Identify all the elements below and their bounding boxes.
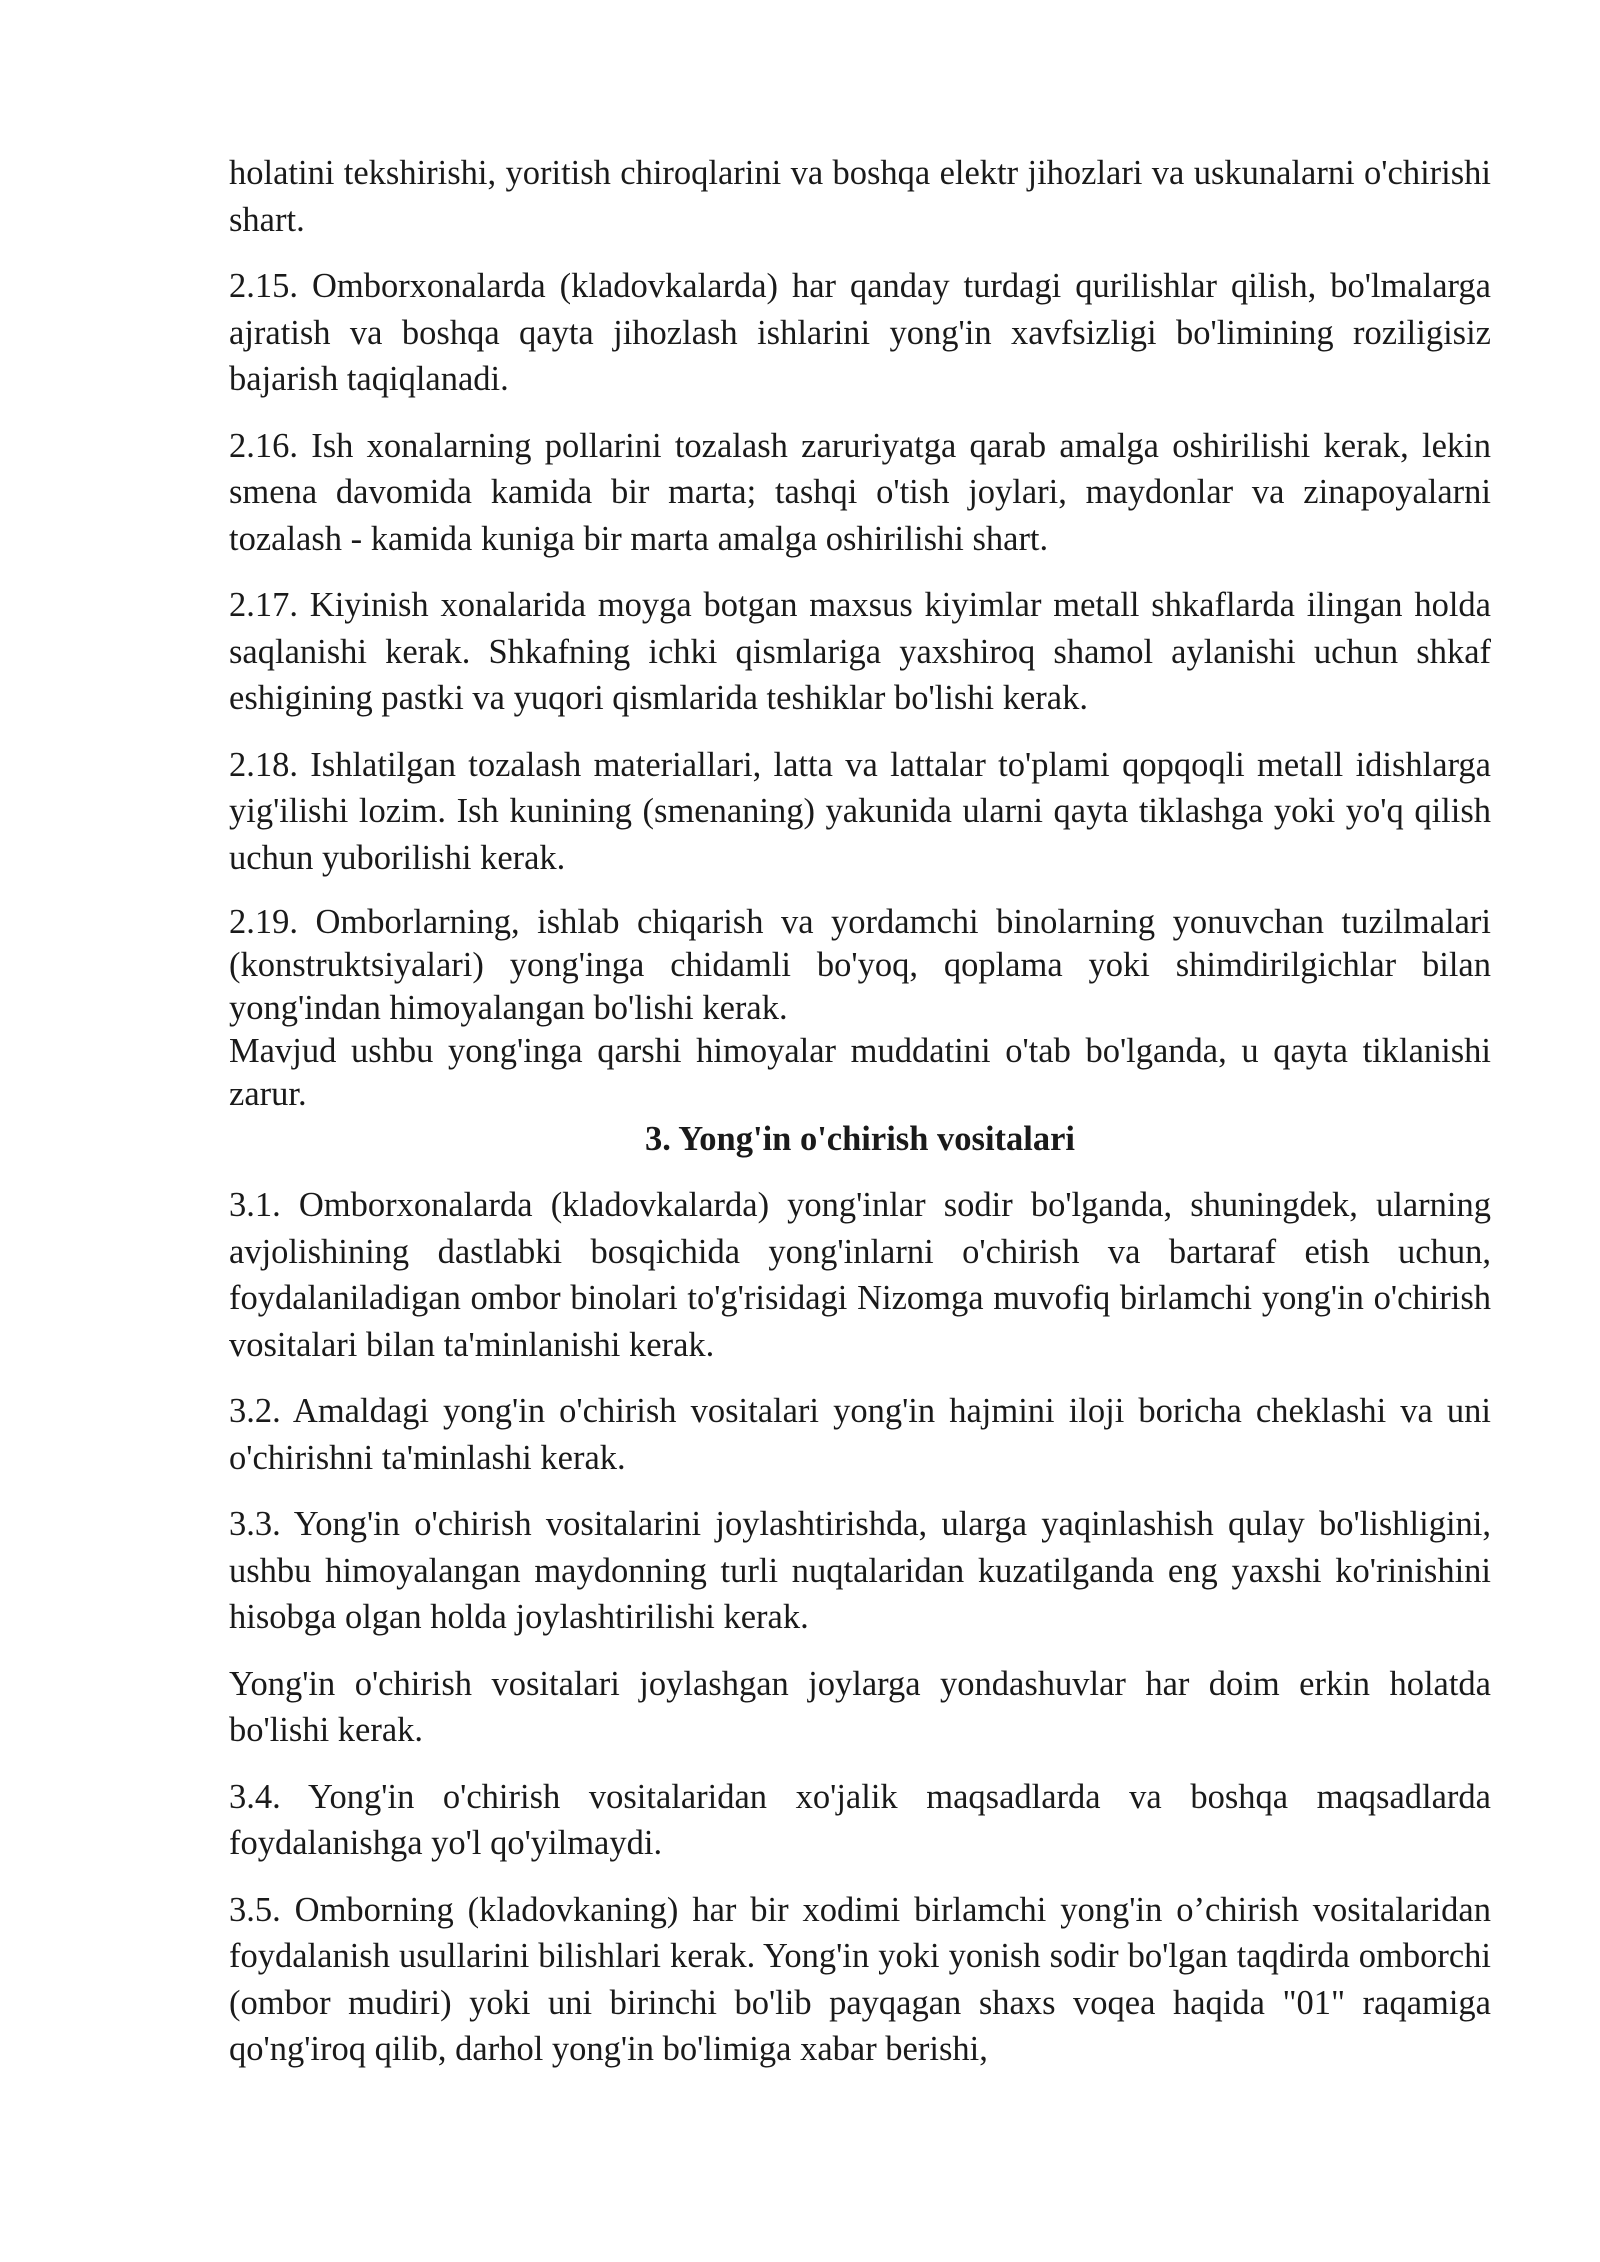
paragraph-2-18: 2.18. Ishlatilgan tozalash materiallari, latta va lattalar to'plami qopqoqli metall idishlarga yig'ilishi lozim. Ish kunining (smenaning) yakunida ularni qayta tiklashga yoki yo'q qilish uchun yuborilishi kerak. <box>229 745 1491 877</box>
paragraph-2-15: 2.15. Omborxonalarda (kladovkalarda) har qanday turdagi qurilishlar qilish, bo'lmalarga ajratish va boshqa qayta jihozlash ishlarini yong'in xavfsizligi bo'limining roziligisiz bajarish taqiqlanadi. <box>229 267 1491 398</box>
paragraph-3-5: 3.5. Omborning (kladovkaning) har bir xodimi birlamchi yong'in o’chirish vositalaridan foydalanish usullarini bilishlari kerak. Yong'in yoki yonish sodir bo'lgan taqdirda omborchi (ombor mudiri) yoki uni birinchi bo'lib payqagan shaxs voqea haqida "01" raqamiga qo'ng'iroq qilib, darhol yong'in bo'limiga xabar berishi, <box>229 1890 1491 2068</box>
paragraph-2-16: 2.16. Ish xonalarning pollarini tozalash zaruriyatga qarab amalga oshirilishi kerak, lekin smena davomida kamida bir marta; tashqi o'tish joylari, maydonlar va zinapoyalarni tozalash - kamida kuniga bir marta amalga oshirilishi shart. <box>229 426 1491 558</box>
paragraph-3-2: 3.2. Amaldagi yong'in o'chirish vositalari yong'in hajmini iloji boricha cheklashi va uni o'chirishni ta'minlashi kerak. <box>229 1392 1491 1477</box>
document-page <box>229 150 1491 2073</box>
paragraph-2-19: 2.19. Omborlarning, ishlab chiqarish va yordamchi binolarning yonuvchan tuzilmalari (konstruktsiyalari) yong'inga chidamli bo'yoq, qoplama yoki shimdirilgichlar bilan yong'indan himoyalangan bo'lishi kerak. <box>229 903 1491 1027</box>
paragraph-3-4: 3.4. Yong'in o'chirish vositalaridan xo'jalik maqsadlarda va boshqa maqsadlarda foydalanishga yo'l qo'yilmaydi. <box>229 1777 1491 1862</box>
paragraph-3-1: 3.1. Omborxonalarda (kladovkalarda) yong'inlar sodir bo'lganda, shuningdek, ularning avjolishining dastlabki bosqichida yong'inlarni o'chirish va bartaraf etish uchun, foydalaniladigan ombor binolari to'g'risidagi Nizomga muvofiq birlamchi yong'in o'chirish vositalari bilan ta'minlanishi kerak. <box>229 1186 1491 1364</box>
paragraph-2-19-note: Mavjud ushbu yong'inga qarshi himoyalar muddatini o'tab bo'lganda, u qayta tiklanishi zarur. <box>229 1032 1491 1113</box>
section-heading: 3. Yong'in o'chirish vositalari <box>644 1120 1076 1158</box>
paragraph-2-17: 2.17. Kiyinish xonalarida moyga botgan maxsus kiyimlar metall shkaflarda ilingan holda saqlanishi kerak. Shkafning ichki qismlariga yaxshiroq shamol aylanishi uchun shkaf eshigining pastki va yuqori qismlarida teshiklar bo'lishi kerak. <box>229 586 1491 717</box>
paragraph-3-3-note: Yong'in o'chirish vositalari joylashgan joylarga yondashuvlar har doim erkin holatda bo'lishi kerak. <box>229 1664 1491 1749</box>
paragraph-3-3: 3.3. Yong'in o'chirish vositalarini joylashtirishda, ularga yaqinlashish qulay bo'lishligini, ushbu himoyalangan maydonning turli nuqtalaridan kuzatilganda eng yaxshi ko'rinishini hisobga olgan holda joylashtirilishi kerak. <box>229 1505 1491 1636</box>
paragraph-continuation: holatini tekshirishi, yoritish chiroqlarini va boshqa elektr jihozlari va uskunalarni o'chirishi shart. <box>229 154 1491 239</box>
